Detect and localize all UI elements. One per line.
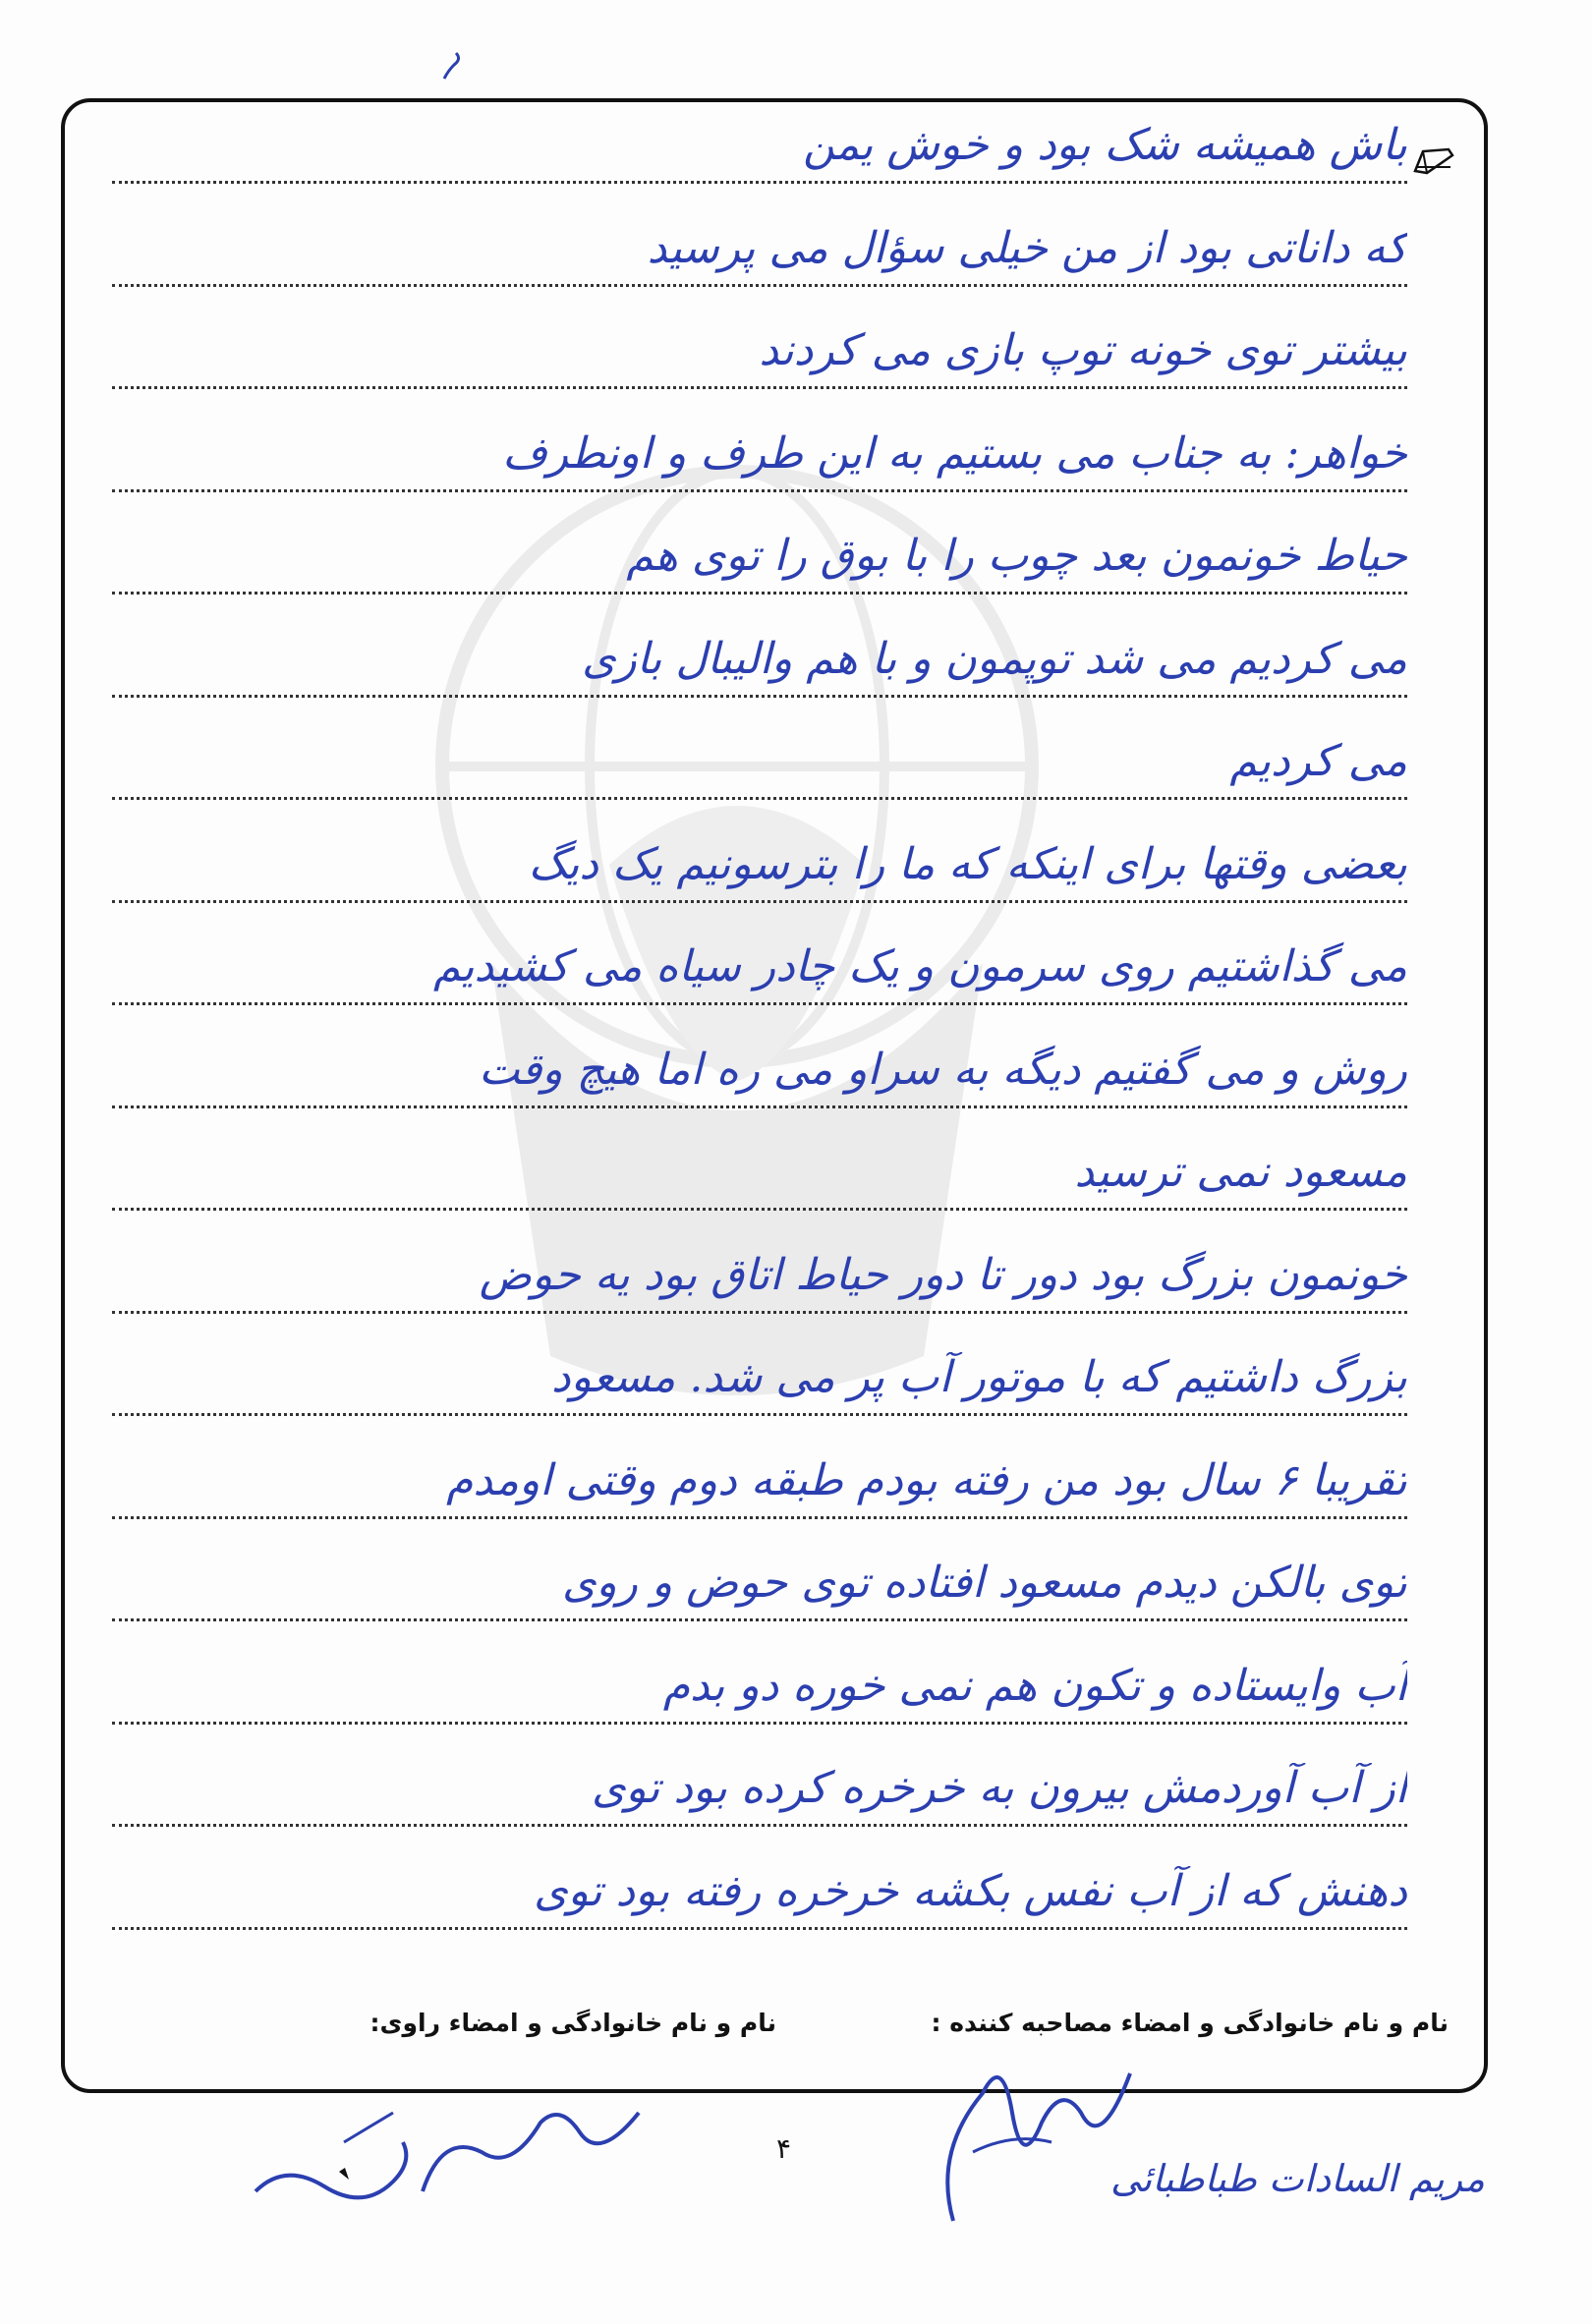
handwritten-line: از آب آوردمش بیرون به خرخره کرده بود توی [591,1763,1407,1813]
handwritten-line: تقریبا ۶ سال بود من رفته بودم طبقه دوم وقتی اومدم [446,1454,1407,1505]
interviewer-signature [924,2034,1140,2231]
handwritten-line: توی بالکن دیدم مسعود افتاده توی حوض و روی [561,1558,1407,1608]
ruled-line [112,592,1407,595]
handwritten-line: خواهر: به جناب می بستیم به این طرف و اونطرف [502,427,1407,479]
handwritten-line: دهنش که از آب نفس بکشه خرخره رفته بود توی [534,1865,1407,1916]
handwritten-line: روش و می گفتیم دیگه به سراو می ره اما هیچ وقت [479,1044,1407,1095]
ruled-line [112,695,1407,698]
handwritten-line: بعضی وقتها برای اینکه که ما را بترسونیم یک دیگ [528,838,1407,889]
ink-mark [440,49,464,83]
ruled-line [112,900,1407,903]
ruled-line [112,489,1407,492]
handwritten-line: خونمون بزرگ بود دور تا دور حیاط اتاق بود یه حوض [479,1249,1407,1300]
interviewer-signature-label: نام و نام خانوادگی و امضاء مصاحبه کننده : [931,2009,1449,2037]
handwritten-line: مسعود نمی ترسید [1074,1147,1407,1197]
narrator-signature [246,2093,658,2221]
handwritten-line: می کردیم می شد توپمون و با هم والیبال بازی [582,633,1407,684]
handwritten-line: بیشتر توی خونه توپ بازی می کردند [759,325,1407,375]
ruled-line [112,181,1407,184]
ruled-line [112,1927,1407,1930]
ruled-line [112,1311,1407,1314]
page-number: ۴ [776,2132,792,2165]
ruled-line [112,1618,1407,1621]
ruled-line [112,1824,1407,1827]
ruled-line [112,1208,1407,1211]
ruled-line [112,797,1407,800]
ruled-line [112,1413,1407,1416]
pen-icon [1413,145,1454,175]
page-frame [61,98,1488,2093]
handwritten-line: حیاط خونمون بعد چوب را با بوق را توی هم [626,531,1407,581]
handwritten-line: باش همیشه شک بود و خوش یمن [803,120,1407,170]
handwritten-line: آب وایستاده و تکون هم نمی خوره دو بدم [662,1660,1407,1711]
interviewer-name-handwritten: مریم السادات طباطبائی [1110,2157,1486,2200]
ruled-line [112,386,1407,389]
ruled-line [112,1516,1407,1519]
handwritten-line: می کردیم [1229,736,1407,786]
ruled-line [112,1002,1407,1005]
handwritten-line: که داناتی بود از من خیلی سؤال می پرسید [647,222,1407,273]
handwriting-area [112,102,1407,1989]
narrator-signature-label: نام و نام خانوادگی و امضاء راوی: [370,2009,776,2037]
handwritten-line: می گذاشتیم روی سرمون و یک چادر سیاه می کشیدیم [432,941,1407,992]
ruled-line [112,1722,1407,1725]
handwritten-line: بزرگ داشتیم که با موتور آب پر می شد. مسعود [551,1352,1407,1402]
ruled-line [112,284,1407,287]
ruled-line [112,1105,1407,1108]
signature-labels [65,1999,1484,2058]
